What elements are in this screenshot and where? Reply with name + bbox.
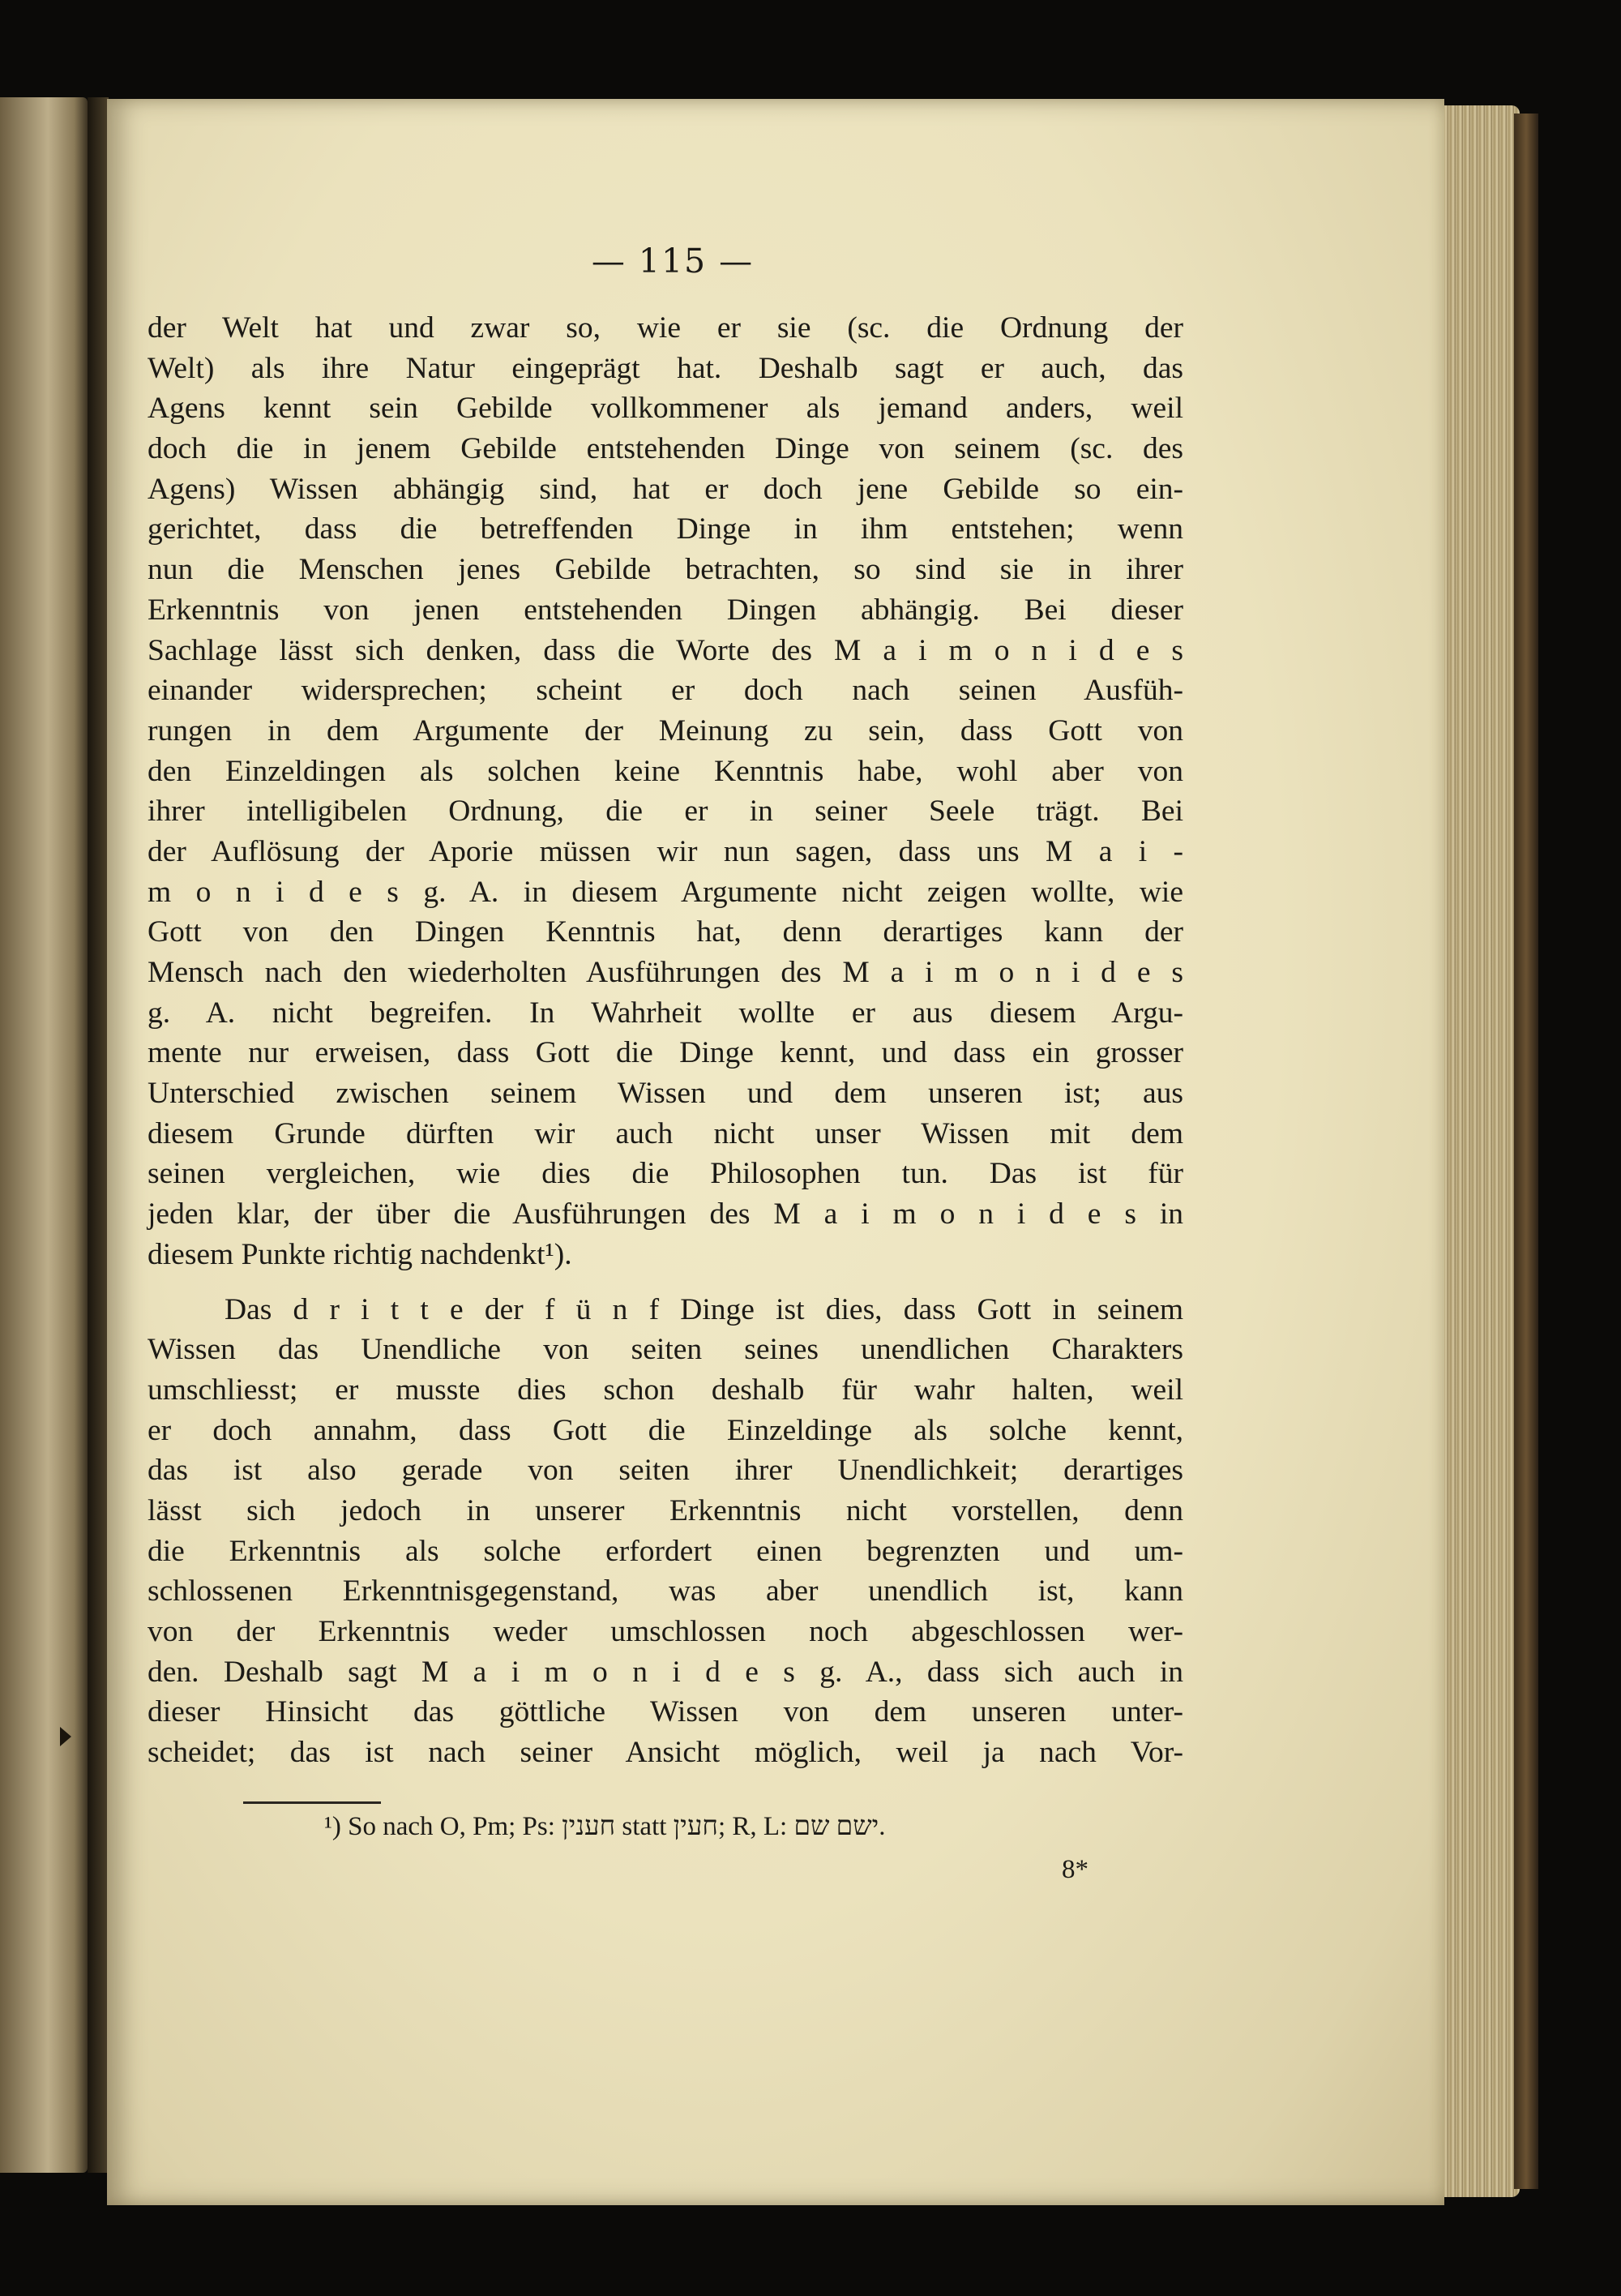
text-line: g. A. nicht begreifen. In Wahrheit wollte er aus diesem Argu- bbox=[148, 996, 1183, 1030]
body-text bbox=[148, 308, 1183, 1773]
text-line: jeden klar, der über die Ausführungen des M a i m o n i d e s in bbox=[148, 1197, 1183, 1232]
text-line: seinen vergleichen, wie dies die Philosophen tun. Das ist für bbox=[148, 1157, 1183, 1191]
text-line: gerichtet, dass die betreffenden Dinge in ihm entstehen; wenn bbox=[148, 512, 1183, 546]
text-line: Wissen das Unendliche von seiten seines unendlichen Charakters bbox=[148, 1333, 1183, 1367]
book-cover-edge bbox=[1514, 114, 1538, 2189]
footnote: ¹) So nach O, Pm; Ps: חענין statt חעין; R, L: ישם שם. bbox=[324, 1812, 886, 1841]
left-page-edge bbox=[0, 97, 88, 2173]
text-line: den. Deshalb sagt M a i m o n i d e s g. A., dass sich auch in bbox=[148, 1655, 1183, 1689]
text-line: Agens) Wissen abhängig sind, hat er doch jene Gebilde so ein- bbox=[148, 472, 1183, 506]
text-line: Agens kennt sein Gebilde vollkommener als jemand anders, weil bbox=[148, 392, 1183, 426]
text-line: der Auflösung der Aporie müssen wir nun sagen, dass uns M a i - bbox=[148, 834, 1183, 868]
text-line: dieser Hinsicht das göttliche Wissen von dem unseren unter- bbox=[148, 1695, 1183, 1729]
text-line: Das d r i t t e der f ü n f Dinge ist dies, dass Gott in seinem bbox=[225, 1292, 1183, 1326]
text-line: umschliesst; er musste dies schon deshalb für wahr halten, weil bbox=[148, 1373, 1183, 1407]
text-line: Sachlage lässt sich denken, dass die Worte des M a i m o n i d e s bbox=[148, 633, 1183, 667]
text-line: rungen in dem Argumente der Meinung zu sein, dass Gott von bbox=[148, 713, 1183, 747]
signature-mark: 8* bbox=[1062, 1855, 1089, 1884]
text-line: diesem Punkte richtig nachdenkt¹). bbox=[148, 1237, 572, 1271]
text-line: Welt) als ihre Natur eingeprägt hat. Deshalb sagt er auch, das bbox=[148, 351, 1183, 385]
text-line: das ist also gerade von seiten ihrer Unendlichkeit; derartiges bbox=[148, 1454, 1183, 1488]
bookmark-arrow-icon bbox=[60, 1727, 71, 1746]
text-line: scheidet; das ist nach seiner Ansicht möglich, weil ja nach Vor- bbox=[148, 1736, 1183, 1770]
text-line: Mensch nach den wiederholten Ausführungen des M a i m o n i d e s bbox=[148, 956, 1183, 989]
book-gutter bbox=[88, 97, 109, 2173]
text-line: einander widersprechen; scheint er doch nach seinen Ausfüh- bbox=[148, 674, 1183, 708]
text-line: lässt sich jedoch in unserer Erkenntnis nicht vorstellen, denn bbox=[148, 1493, 1183, 1527]
text-line: ihrer intelligibelen Ordnung, die er in seiner Seele trägt. Bei bbox=[148, 795, 1183, 829]
text-line: der Welt hat und zwar so, wie er sie (sc. die Ordnung der bbox=[148, 311, 1183, 345]
text-line: schlossenen Erkenntnisgegenstand, was aber unendlich ist, kann bbox=[148, 1574, 1183, 1608]
text-line: nun die Menschen jenes Gebilde betrachten, so sind sie in ihrer bbox=[148, 553, 1183, 587]
text-line: den Einzeldingen als solchen keine Kenntnis habe, wohl aber von bbox=[148, 754, 1183, 788]
text-line: m o n i d e s g. A. in diesem Argumente nicht zeigen wollte, wie bbox=[148, 875, 1183, 909]
text-line: mente nur erweisen, dass Gott die Dinge kennt, und dass ein grosser bbox=[148, 1036, 1183, 1070]
text-line: Gott von den Dingen Kenntnis hat, denn derartiges kann der bbox=[148, 915, 1183, 949]
text-line: die Erkenntnis als solche erfordert einen begrenzten und um- bbox=[148, 1534, 1183, 1568]
paragraph-gap bbox=[148, 1275, 1183, 1290]
page-number: — 115 — bbox=[591, 242, 755, 281]
footnote-rule bbox=[243, 1801, 381, 1804]
text-line: von der Erkenntnis weder umschlossen noch abgeschlossen wer- bbox=[148, 1615, 1183, 1648]
text-line: er doch annahm, dass Gott die Einzeldinge als solche kennt, bbox=[148, 1413, 1183, 1447]
text-line: doch die in jenem Gebilde entstehenden Dinge von seinem (sc. des bbox=[148, 432, 1183, 466]
text-line: diesem Grunde dürften wir auch nicht unser Wissen mit dem bbox=[148, 1116, 1183, 1150]
text-line: Unterschied zwischen seinem Wissen und dem unseren ist; aus bbox=[148, 1077, 1183, 1111]
text-line: Erkenntnis von jenen entstehenden Dingen abhängig. Bei dieser bbox=[148, 593, 1183, 627]
